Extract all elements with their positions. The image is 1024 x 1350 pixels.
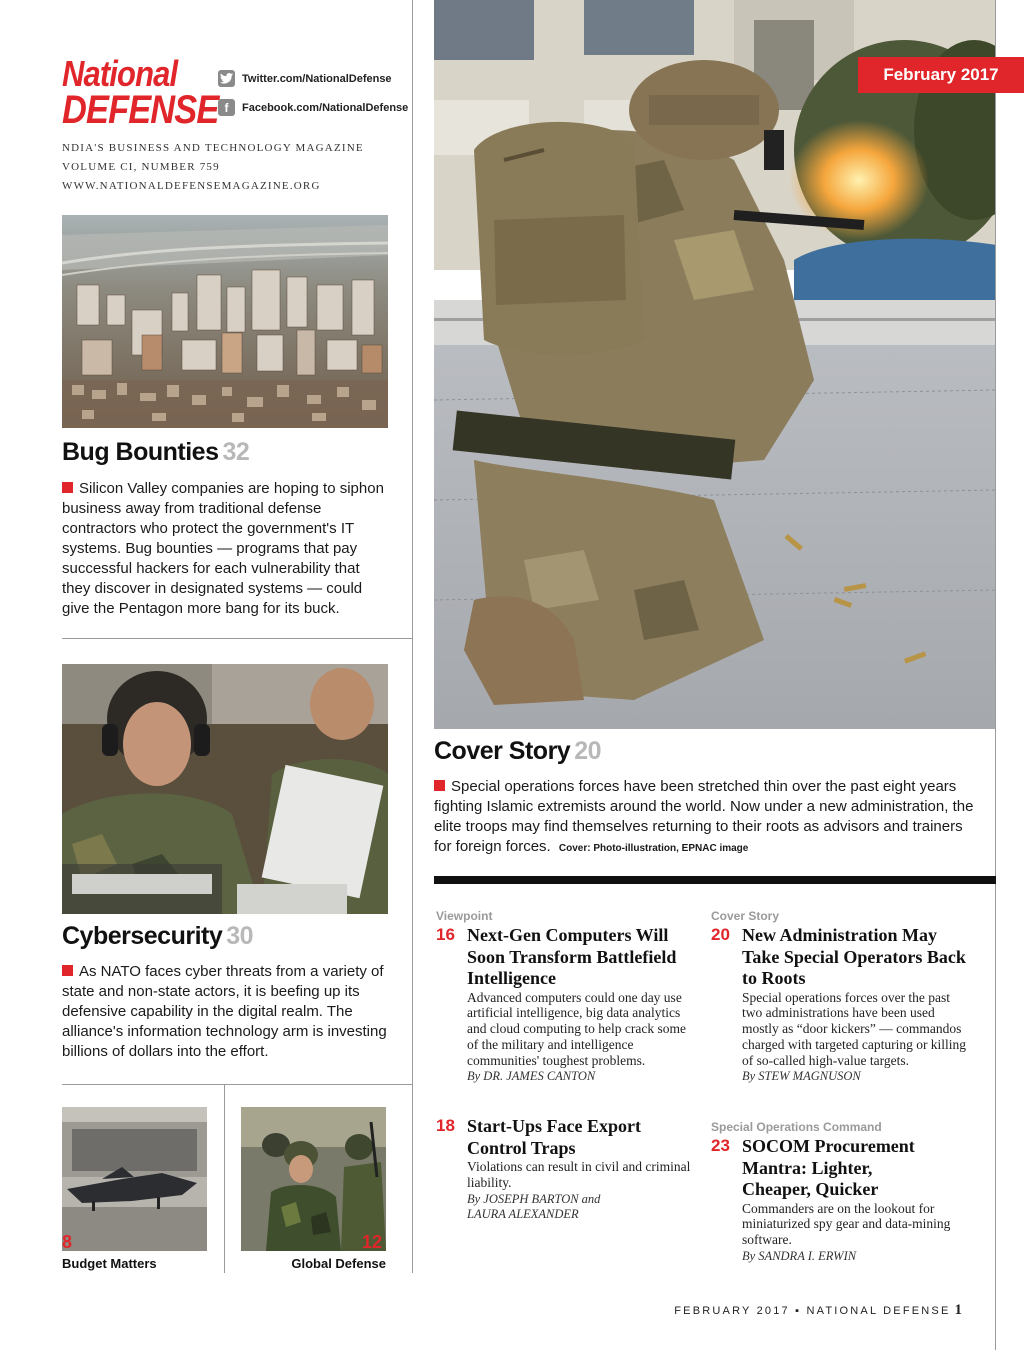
cybersecurity-summary: [62, 962, 392, 1062]
cover-story-title: Cover Story: [434, 737, 571, 765]
twitter-url: Twitter.com/NationalDefense: [242, 72, 392, 85]
city-aerial-photo: [62, 215, 388, 428]
global-defense-page[interactable]: 12: [362, 1232, 383, 1252]
cover-credit: Cover: Photo-illustration, EPNAC image: [558, 843, 749, 854]
bullet-square-icon: [434, 780, 445, 791]
page-number: 1: [954, 1302, 962, 1318]
toc-category: Cover Story: [711, 909, 780, 923]
cover-story-heading: [434, 737, 601, 766]
stealth-jet-photo: [62, 1107, 207, 1251]
tagline: NDIA'S BUSINESS AND TECHNOLOGY MAGAZINE: [62, 142, 364, 154]
divider: [62, 638, 412, 639]
divider: [224, 1085, 225, 1273]
toc-description: Advanced computers could one day use artificial intelligence, big data analytics and cloud computing to help crack some of the military and intelligence communities' toughest problems.: [467, 989, 686, 1068]
volume-number: VOLUME CI, NUMBER 759: [62, 161, 220, 173]
bug-bounties-heading: [62, 438, 249, 467]
global-defense-label[interactable]: Global Defense: [291, 1256, 386, 1271]
toc-byline: By STEW MAGNUSON: [742, 1069, 861, 1084]
toc-category: Special Operations Command: [711, 1120, 882, 1134]
bug-bounties-page[interactable]: 32: [222, 438, 250, 466]
budget-matters-label[interactable]: Budget Matters: [62, 1256, 157, 1271]
cybersecurity-text: As NATO faces cyber threats from a variety of state and non-state actors, it is beefing up its defensive capability in the digital realm. The alliance's information technology arm is investing billions of dollars into the effort.: [62, 963, 387, 1060]
facebook-icon: f: [218, 99, 235, 116]
toc-title[interactable]: Start-Ups Face Export Control Traps: [467, 1116, 641, 1158]
toc-title[interactable]: SOCOM Procurement Mantra: Lighter, Cheaper, Quicker: [742, 1136, 915, 1199]
bug-bounties-title: Bug Bounties: [62, 438, 219, 466]
folio-text: FEBRUARY 2017 ▪ NATIONAL DEFENSE: [674, 1305, 951, 1317]
facebook-link[interactable]: [218, 99, 408, 116]
bullet-square-icon: [62, 965, 73, 976]
cover-story-page[interactable]: 20: [574, 737, 602, 765]
logo-line2: DEFENSE: [62, 88, 219, 132]
toc-page-number: 18: [436, 1116, 455, 1135]
bullet-square-icon: [62, 482, 73, 493]
toc-page-number: 20: [711, 925, 730, 944]
magazine-logo: [62, 53, 219, 132]
twitter-icon: [218, 70, 235, 87]
website-url[interactable]: WWW.NATIONALDEFENSEMAGAZINE.ORG: [62, 180, 321, 192]
cover-story-summary: [434, 777, 974, 859]
toc-byline: By JOSEPH BARTON and LAURA ALEXANDER: [467, 1191, 601, 1221]
toc-description: Special operations forces over the past two administrations have been used mostly as “door kickers” — commandos charged with targeted capturing or killing of so-called high-value targets.: [742, 989, 967, 1068]
bug-bounties-text: Silicon Valley companies are hoping to siphon business away from traditional defense contractors who protect the government's IT systems. Bug bounties — programs that pay successful hackers for each vulnerability that they discover in designated systems — could give the Pentagon more bang for its buck.: [62, 480, 384, 617]
cybersecurity-heading: [62, 922, 253, 951]
cover-story-text: Special operations forces have been stretched thin over the past eight years fighting Islamic extremists around the world. Now under a new administration, the elite troops may find themselves returning to their roots as advisors and trainers for foreign forces.: [434, 778, 974, 855]
toc-page-number: 16: [436, 925, 455, 944]
toc-byline: By SANDRA I. ERWIN: [742, 1248, 857, 1263]
page-edge-rule: [995, 0, 996, 1350]
column-divider: [412, 0, 413, 1273]
toc-entry[interactable]: [436, 909, 692, 1084]
issue-date-badge: February 2017: [858, 57, 1024, 93]
toc-title[interactable]: New Administration May Take Special Operators Back to Roots: [742, 925, 966, 988]
divider: [62, 1084, 412, 1085]
cover-photo: [434, 0, 996, 729]
twitter-link[interactable]: [218, 70, 392, 87]
toc-description: Violations can result in civil and criminal liability.: [467, 1159, 691, 1190]
bug-bounties-summary: [62, 479, 392, 619]
toc-entry[interactable]: [711, 909, 967, 1084]
toc-category: Viewpoint: [436, 909, 493, 923]
cybersecurity-page[interactable]: 30: [226, 922, 254, 950]
page-folio: [674, 1302, 962, 1319]
budget-matters-page[interactable]: 8: [62, 1232, 73, 1252]
toc-top-rule: [434, 876, 996, 884]
foreign-soldiers-photo: [241, 1107, 386, 1251]
toc-byline: By DR. JAMES CANTON: [467, 1069, 596, 1084]
toc-title[interactable]: Next-Gen Computers Will Soon Transform Battlefield Intelligence: [467, 925, 677, 988]
facebook-url: Facebook.com/NationalDefense: [242, 101, 409, 114]
toc-description: Commanders are on the lookout for miniaturized spy gear and data-mining software.: [742, 1200, 951, 1248]
toc-page-number: 23: [711, 1136, 730, 1155]
soldiers-laptops-photo: [62, 664, 388, 914]
cybersecurity-title: Cybersecurity: [62, 922, 223, 950]
toc-entry[interactable]: [711, 1120, 967, 1264]
toc-entry[interactable]: [436, 1116, 692, 1222]
logo-line1: National: [62, 53, 178, 94]
